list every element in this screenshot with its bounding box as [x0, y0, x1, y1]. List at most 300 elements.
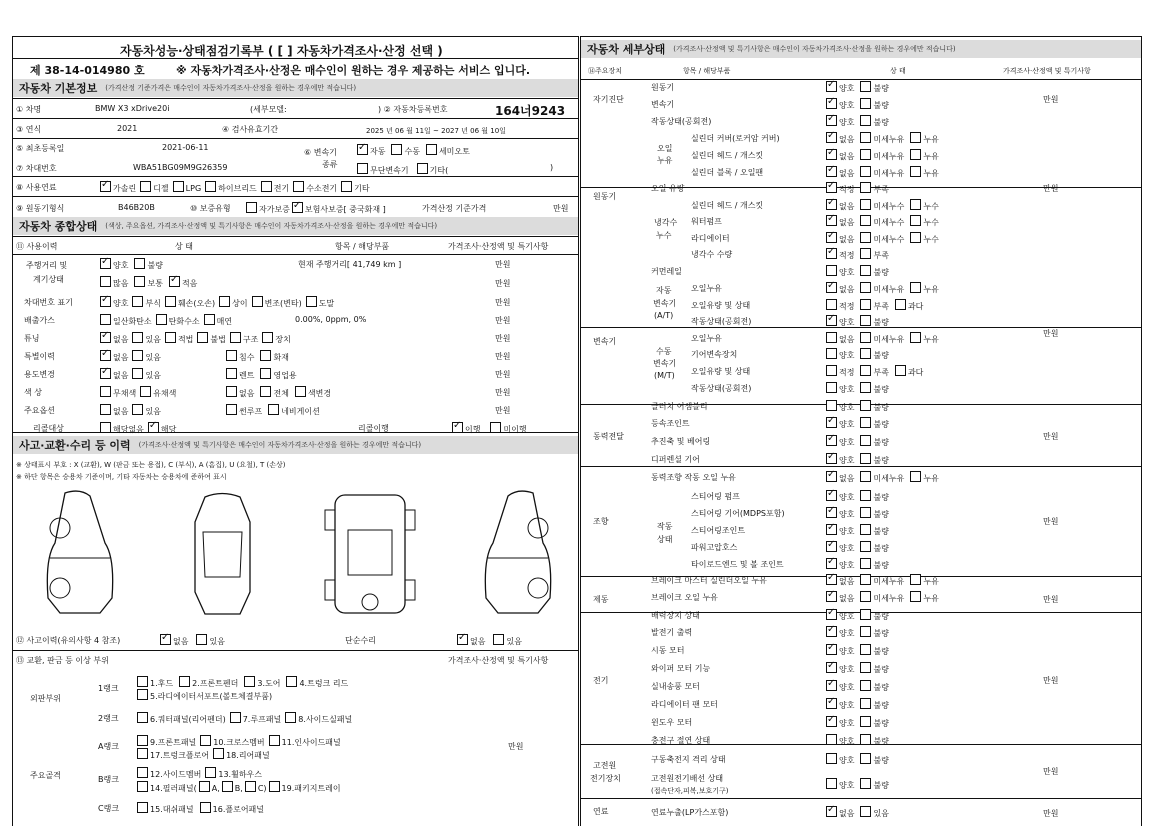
checkbox-option[interactable]: [200, 735, 264, 748]
empty-box-icon[interactable]: [134, 276, 145, 287]
checked-box-icon[interactable]: [357, 144, 368, 155]
checkbox-option[interactable]: [137, 802, 194, 815]
empty-box-icon[interactable]: [100, 276, 111, 287]
checkbox-option[interactable]: [132, 296, 160, 309]
checked-box-icon[interactable]: [826, 644, 837, 655]
checkbox-option[interactable]: [292, 202, 386, 215]
empty-box-icon[interactable]: [860, 348, 871, 359]
empty-box-icon[interactable]: [860, 149, 871, 160]
checked-box-icon[interactable]: [826, 417, 837, 428]
checked-box-icon[interactable]: [100, 368, 111, 379]
checkbox-option[interactable]: [493, 634, 521, 647]
empty-box-icon[interactable]: [134, 258, 145, 269]
checkbox-option[interactable]: [860, 541, 888, 554]
empty-box-icon[interactable]: [140, 386, 151, 397]
checkbox-option[interactable]: [219, 296, 247, 309]
checkbox-option[interactable]: [860, 453, 888, 466]
checkbox-option[interactable]: [196, 634, 224, 647]
checkbox-option[interactable]: [826, 609, 854, 622]
empty-box-icon[interactable]: [910, 232, 921, 243]
checked-box-icon[interactable]: [826, 716, 837, 727]
checkbox-option[interactable]: [452, 422, 480, 435]
checkbox-option[interactable]: [826, 541, 854, 554]
checkbox-option[interactable]: [860, 778, 888, 791]
checkbox-option[interactable]: [910, 471, 938, 484]
empty-box-icon[interactable]: [826, 400, 837, 411]
checkbox-option[interactable]: [860, 662, 888, 675]
empty-box-icon[interactable]: [860, 490, 871, 501]
checkbox-option[interactable]: [860, 199, 904, 212]
checkbox-option[interactable]: [357, 163, 409, 176]
empty-box-icon[interactable]: [826, 265, 837, 276]
checkbox-option[interactable]: [137, 735, 196, 748]
checkbox-option[interactable]: [137, 689, 272, 702]
checkbox-option[interactable]: [357, 144, 385, 157]
checkbox-option[interactable]: [269, 735, 341, 748]
checked-box-icon[interactable]: [100, 332, 111, 343]
checkbox-option[interactable]: [910, 332, 938, 345]
checkbox-option[interactable]: [100, 314, 152, 327]
checkbox-option[interactable]: [826, 644, 854, 657]
checkbox-option[interactable]: [165, 296, 215, 309]
checkbox-option[interactable]: [860, 248, 888, 261]
checkbox-option[interactable]: [860, 716, 888, 729]
checkbox-option[interactable]: [100, 350, 128, 363]
checkbox-option[interactable]: [295, 386, 331, 399]
empty-box-icon[interactable]: [246, 202, 257, 213]
checkbox-option[interactable]: [100, 386, 136, 399]
checkbox-option[interactable]: [860, 332, 904, 345]
checked-box-icon[interactable]: [826, 558, 837, 569]
checkbox-option[interactable]: [826, 716, 854, 729]
checkbox-option[interactable]: [100, 332, 128, 345]
empty-box-icon[interactable]: [226, 404, 237, 415]
empty-box-icon[interactable]: [222, 781, 233, 792]
checked-box-icon[interactable]: [826, 507, 837, 518]
checkbox-option[interactable]: [134, 258, 162, 271]
checkbox-option[interactable]: [826, 365, 854, 378]
checkbox-option[interactable]: [860, 698, 888, 711]
checkbox-option[interactable]: [860, 524, 888, 537]
checked-box-icon[interactable]: [100, 181, 111, 192]
checkbox-option[interactable]: [860, 115, 888, 128]
empty-box-icon[interactable]: [860, 382, 871, 393]
checkbox-option[interactable]: [826, 591, 854, 604]
checkbox-option[interactable]: [860, 626, 888, 639]
empty-box-icon[interactable]: [910, 166, 921, 177]
checked-box-icon[interactable]: [826, 524, 837, 535]
empty-box-icon[interactable]: [860, 806, 871, 817]
checkbox-option[interactable]: [860, 400, 888, 413]
empty-box-icon[interactable]: [910, 591, 921, 602]
empty-box-icon[interactable]: [826, 332, 837, 343]
checked-box-icon[interactable]: [826, 315, 837, 326]
checkbox-option[interactable]: [100, 422, 144, 435]
checkbox-option[interactable]: [910, 215, 938, 228]
empty-box-icon[interactable]: [179, 676, 190, 687]
checkbox-option[interactable]: [826, 680, 854, 693]
checked-box-icon[interactable]: [826, 215, 837, 226]
checkbox-option[interactable]: [100, 181, 136, 194]
empty-box-icon[interactable]: [910, 132, 921, 143]
checkbox-option[interactable]: [860, 81, 888, 94]
checkbox-option[interactable]: [490, 422, 526, 435]
empty-box-icon[interactable]: [132, 296, 143, 307]
checkbox-option[interactable]: [860, 182, 888, 195]
checkbox-option[interactable]: [860, 132, 904, 145]
checkbox-option[interactable]: [140, 181, 168, 194]
checkbox-option[interactable]: [244, 676, 280, 689]
checkbox-option[interactable]: [910, 282, 938, 295]
checked-box-icon[interactable]: [826, 662, 837, 673]
checkbox-option[interactable]: [860, 609, 888, 622]
checked-box-icon[interactable]: [826, 806, 837, 817]
empty-box-icon[interactable]: [860, 199, 871, 210]
checkbox-option[interactable]: [306, 296, 334, 309]
checkbox-option[interactable]: [826, 215, 854, 228]
empty-box-icon[interactable]: [910, 471, 921, 482]
checkbox-option[interactable]: [140, 386, 176, 399]
checkbox-option[interactable]: [860, 591, 904, 604]
empty-box-icon[interactable]: [910, 282, 921, 293]
checkbox-option[interactable]: [100, 276, 128, 289]
empty-box-icon[interactable]: [860, 507, 871, 518]
checked-box-icon[interactable]: [826, 149, 837, 160]
checkbox-option[interactable]: [262, 332, 290, 345]
empty-box-icon[interactable]: [826, 778, 837, 789]
checkbox-option[interactable]: [132, 368, 160, 381]
empty-box-icon[interactable]: [860, 662, 871, 673]
checkbox-option[interactable]: [226, 386, 254, 399]
checked-box-icon[interactable]: [826, 574, 837, 585]
empty-box-icon[interactable]: [137, 712, 148, 723]
checkbox-option[interactable]: [826, 490, 854, 503]
checked-box-icon[interactable]: [826, 282, 837, 293]
checkbox-option[interactable]: [222, 781, 243, 793]
checkbox-option[interactable]: [200, 802, 264, 815]
checkbox-option[interactable]: [860, 149, 904, 162]
checked-box-icon[interactable]: [826, 609, 837, 620]
empty-box-icon[interactable]: [262, 332, 273, 343]
checkbox-option[interactable]: [173, 181, 201, 193]
empty-box-icon[interactable]: [895, 365, 906, 376]
empty-box-icon[interactable]: [860, 232, 871, 243]
empty-box-icon[interactable]: [260, 386, 271, 397]
checkbox-option[interactable]: [826, 626, 854, 639]
empty-box-icon[interactable]: [826, 382, 837, 393]
checkbox-option[interactable]: [826, 471, 854, 484]
empty-box-icon[interactable]: [860, 558, 871, 569]
checkbox-option[interactable]: [100, 404, 128, 417]
empty-box-icon[interactable]: [860, 591, 871, 602]
checkbox-option[interactable]: [895, 299, 923, 312]
empty-box-icon[interactable]: [860, 365, 871, 376]
empty-box-icon[interactable]: [860, 182, 871, 193]
empty-box-icon[interactable]: [200, 735, 211, 746]
checkbox-option[interactable]: [826, 98, 854, 111]
checked-box-icon[interactable]: [826, 698, 837, 709]
checkbox-option[interactable]: [826, 315, 854, 328]
empty-box-icon[interactable]: [860, 626, 871, 637]
checkbox-option[interactable]: [860, 282, 904, 295]
checkbox-option[interactable]: [826, 698, 854, 711]
empty-box-icon[interactable]: [860, 734, 871, 745]
empty-box-icon[interactable]: [860, 215, 871, 226]
empty-box-icon[interactable]: [860, 453, 871, 464]
checkbox-option[interactable]: [100, 296, 128, 309]
checkbox-option[interactable]: [826, 166, 854, 179]
empty-box-icon[interactable]: [200, 802, 211, 813]
checked-box-icon[interactable]: [826, 680, 837, 691]
empty-box-icon[interactable]: [826, 734, 837, 745]
empty-box-icon[interactable]: [391, 144, 402, 155]
checkbox-option[interactable]: [860, 558, 888, 571]
checkbox-option[interactable]: [826, 132, 854, 145]
empty-box-icon[interactable]: [260, 368, 271, 379]
checkbox-option[interactable]: [293, 181, 337, 194]
checkbox-option[interactable]: [426, 144, 470, 157]
empty-box-icon[interactable]: [910, 574, 921, 585]
empty-box-icon[interactable]: [860, 574, 871, 585]
checkbox-option[interactable]: [910, 591, 938, 604]
empty-box-icon[interactable]: [100, 386, 111, 397]
checkbox-option[interactable]: [286, 676, 348, 689]
checkbox-option[interactable]: [100, 368, 128, 381]
checkbox-option[interactable]: [826, 232, 854, 245]
empty-box-icon[interactable]: [860, 115, 871, 126]
checkbox-option[interactable]: [230, 712, 282, 725]
checkbox-option[interactable]: [826, 753, 854, 766]
checked-box-icon[interactable]: [169, 276, 180, 287]
checkbox-option[interactable]: [860, 507, 888, 520]
empty-box-icon[interactable]: [132, 404, 143, 415]
empty-box-icon[interactable]: [860, 753, 871, 764]
checked-box-icon[interactable]: [100, 296, 111, 307]
checkbox-option[interactable]: [148, 422, 176, 435]
checkbox-option[interactable]: [860, 753, 888, 766]
empty-box-icon[interactable]: [860, 81, 871, 92]
checkbox-option[interactable]: [910, 166, 938, 179]
checkbox-option[interactable]: [137, 712, 226, 725]
empty-box-icon[interactable]: [286, 676, 297, 687]
empty-box-icon[interactable]: [285, 712, 296, 723]
empty-box-icon[interactable]: [895, 299, 906, 310]
empty-box-icon[interactable]: [226, 350, 237, 361]
checked-box-icon[interactable]: [826, 626, 837, 637]
checked-box-icon[interactable]: [826, 132, 837, 143]
empty-box-icon[interactable]: [910, 215, 921, 226]
checked-box-icon[interactable]: [826, 591, 837, 602]
checkbox-option[interactable]: [226, 368, 254, 381]
checkbox-option[interactable]: [860, 98, 888, 111]
empty-box-icon[interactable]: [132, 332, 143, 343]
empty-box-icon[interactable]: [910, 149, 921, 160]
checkbox-option[interactable]: [860, 382, 888, 395]
empty-box-icon[interactable]: [860, 435, 871, 446]
checked-box-icon[interactable]: [826, 115, 837, 126]
checkbox-option[interactable]: [895, 365, 923, 378]
checkbox-option[interactable]: [826, 81, 854, 94]
checkbox-option[interactable]: [860, 680, 888, 693]
checkbox-option[interactable]: [213, 748, 270, 761]
checkbox-option[interactable]: [245, 781, 267, 793]
empty-box-icon[interactable]: [137, 767, 148, 778]
empty-box-icon[interactable]: [910, 332, 921, 343]
checkbox-option[interactable]: [160, 634, 188, 647]
empty-box-icon[interactable]: [230, 712, 241, 723]
checkbox-option[interactable]: [910, 574, 938, 587]
empty-box-icon[interactable]: [860, 332, 871, 343]
checkbox-option[interactable]: [179, 676, 238, 689]
empty-box-icon[interactable]: [910, 199, 921, 210]
checkbox-option[interactable]: [826, 778, 854, 791]
empty-box-icon[interactable]: [137, 676, 148, 687]
empty-box-icon[interactable]: [860, 282, 871, 293]
checkbox-option[interactable]: [269, 781, 341, 794]
checkbox-option[interactable]: [860, 299, 888, 312]
checkbox-option[interactable]: [260, 350, 288, 363]
empty-box-icon[interactable]: [199, 781, 210, 792]
checkbox-option[interactable]: [252, 296, 302, 309]
empty-box-icon[interactable]: [826, 365, 837, 376]
checkbox-option[interactable]: [860, 734, 888, 747]
checkbox-option[interactable]: [826, 265, 854, 278]
empty-box-icon[interactable]: [197, 332, 208, 343]
empty-box-icon[interactable]: [165, 296, 176, 307]
checkbox-option[interactable]: [860, 348, 888, 361]
checked-box-icon[interactable]: [826, 166, 837, 177]
empty-box-icon[interactable]: [860, 524, 871, 535]
empty-box-icon[interactable]: [860, 698, 871, 709]
empty-box-icon[interactable]: [860, 609, 871, 620]
empty-box-icon[interactable]: [826, 348, 837, 359]
empty-box-icon[interactable]: [860, 778, 871, 789]
checkbox-option[interactable]: [860, 806, 888, 819]
checkbox-option[interactable]: [910, 199, 938, 212]
checkbox-option[interactable]: [826, 453, 854, 466]
checkbox-option[interactable]: [860, 232, 904, 245]
checked-box-icon[interactable]: [100, 258, 111, 269]
empty-box-icon[interactable]: [860, 644, 871, 655]
empty-box-icon[interactable]: [173, 181, 184, 192]
empty-box-icon[interactable]: [860, 716, 871, 727]
empty-box-icon[interactable]: [860, 417, 871, 428]
empty-box-icon[interactable]: [260, 350, 271, 361]
checked-box-icon[interactable]: [826, 232, 837, 243]
checkbox-option[interactable]: [226, 350, 254, 363]
checkbox-option[interactable]: [826, 299, 854, 312]
empty-box-icon[interactable]: [860, 400, 871, 411]
checkbox-option[interactable]: [860, 166, 904, 179]
checkbox-option[interactable]: [169, 276, 197, 289]
checkbox-option[interactable]: [860, 574, 904, 587]
empty-box-icon[interactable]: [196, 634, 207, 645]
empty-box-icon[interactable]: [137, 802, 148, 813]
empty-box-icon[interactable]: [269, 735, 280, 746]
checkbox-option[interactable]: [826, 574, 854, 587]
checkbox-option[interactable]: [165, 332, 193, 345]
checkbox-option[interactable]: [268, 404, 320, 417]
checkbox-option[interactable]: [826, 332, 854, 345]
empty-box-icon[interactable]: [137, 748, 148, 759]
empty-box-icon[interactable]: [205, 181, 216, 192]
checked-box-icon[interactable]: [826, 81, 837, 92]
checkbox-option[interactable]: [134, 276, 162, 289]
checkbox-option[interactable]: [910, 132, 938, 145]
empty-box-icon[interactable]: [244, 676, 255, 687]
empty-box-icon[interactable]: [226, 386, 237, 397]
checkbox-option[interactable]: [417, 163, 449, 176]
checkbox-option[interactable]: [826, 199, 854, 212]
checkbox-option[interactable]: [137, 767, 201, 780]
checked-box-icon[interactable]: [100, 350, 111, 361]
checkbox-option[interactable]: [204, 314, 232, 327]
empty-box-icon[interactable]: [268, 404, 279, 415]
empty-box-icon[interactable]: [261, 181, 272, 192]
checkbox-option[interactable]: [860, 644, 888, 657]
checkbox-option[interactable]: [156, 314, 200, 327]
checkbox-option[interactable]: [137, 748, 209, 761]
empty-box-icon[interactable]: [860, 248, 871, 259]
checkbox-option[interactable]: [226, 404, 262, 417]
checkbox-option[interactable]: [261, 181, 289, 194]
empty-box-icon[interactable]: [826, 753, 837, 764]
empty-box-icon[interactable]: [860, 265, 871, 276]
empty-box-icon[interactable]: [205, 767, 216, 778]
empty-box-icon[interactable]: [100, 314, 111, 325]
checkbox-option[interactable]: [230, 332, 258, 345]
empty-box-icon[interactable]: [860, 541, 871, 552]
checkbox-option[interactable]: [205, 181, 257, 194]
checkbox-option[interactable]: [910, 232, 938, 245]
checkbox-option[interactable]: [205, 767, 262, 780]
empty-box-icon[interactable]: [306, 296, 317, 307]
checkbox-option[interactable]: [260, 368, 296, 381]
empty-box-icon[interactable]: [826, 299, 837, 310]
empty-box-icon[interactable]: [252, 296, 263, 307]
empty-box-icon[interactable]: [137, 689, 148, 700]
empty-box-icon[interactable]: [860, 166, 871, 177]
empty-box-icon[interactable]: [295, 386, 306, 397]
checked-box-icon[interactable]: [457, 634, 468, 645]
checkbox-option[interactable]: [285, 712, 352, 725]
checkbox-option[interactable]: [860, 315, 888, 328]
empty-box-icon[interactable]: [165, 332, 176, 343]
checked-box-icon[interactable]: [826, 182, 837, 193]
empty-box-icon[interactable]: [860, 315, 871, 326]
checkbox-option[interactable]: [132, 332, 160, 345]
checkbox-option[interactable]: [860, 435, 888, 448]
checkbox-option[interactable]: [260, 386, 288, 399]
checked-box-icon[interactable]: [826, 471, 837, 482]
empty-box-icon[interactable]: [860, 471, 871, 482]
empty-box-icon[interactable]: [226, 368, 237, 379]
empty-box-icon[interactable]: [156, 314, 167, 325]
empty-box-icon[interactable]: [860, 98, 871, 109]
checkbox-option[interactable]: [341, 181, 369, 194]
checkbox-option[interactable]: [132, 350, 160, 363]
checkbox-option[interactable]: [860, 490, 888, 503]
checkbox-option[interactable]: [826, 417, 854, 430]
empty-box-icon[interactable]: [230, 332, 241, 343]
checkbox-option[interactable]: [826, 149, 854, 162]
empty-box-icon[interactable]: [293, 181, 304, 192]
checkbox-option[interactable]: [391, 144, 419, 157]
empty-box-icon[interactable]: [140, 181, 151, 192]
empty-box-icon[interactable]: [100, 404, 111, 415]
checkbox-option[interactable]: [860, 215, 904, 228]
checkbox-option[interactable]: [826, 734, 854, 747]
